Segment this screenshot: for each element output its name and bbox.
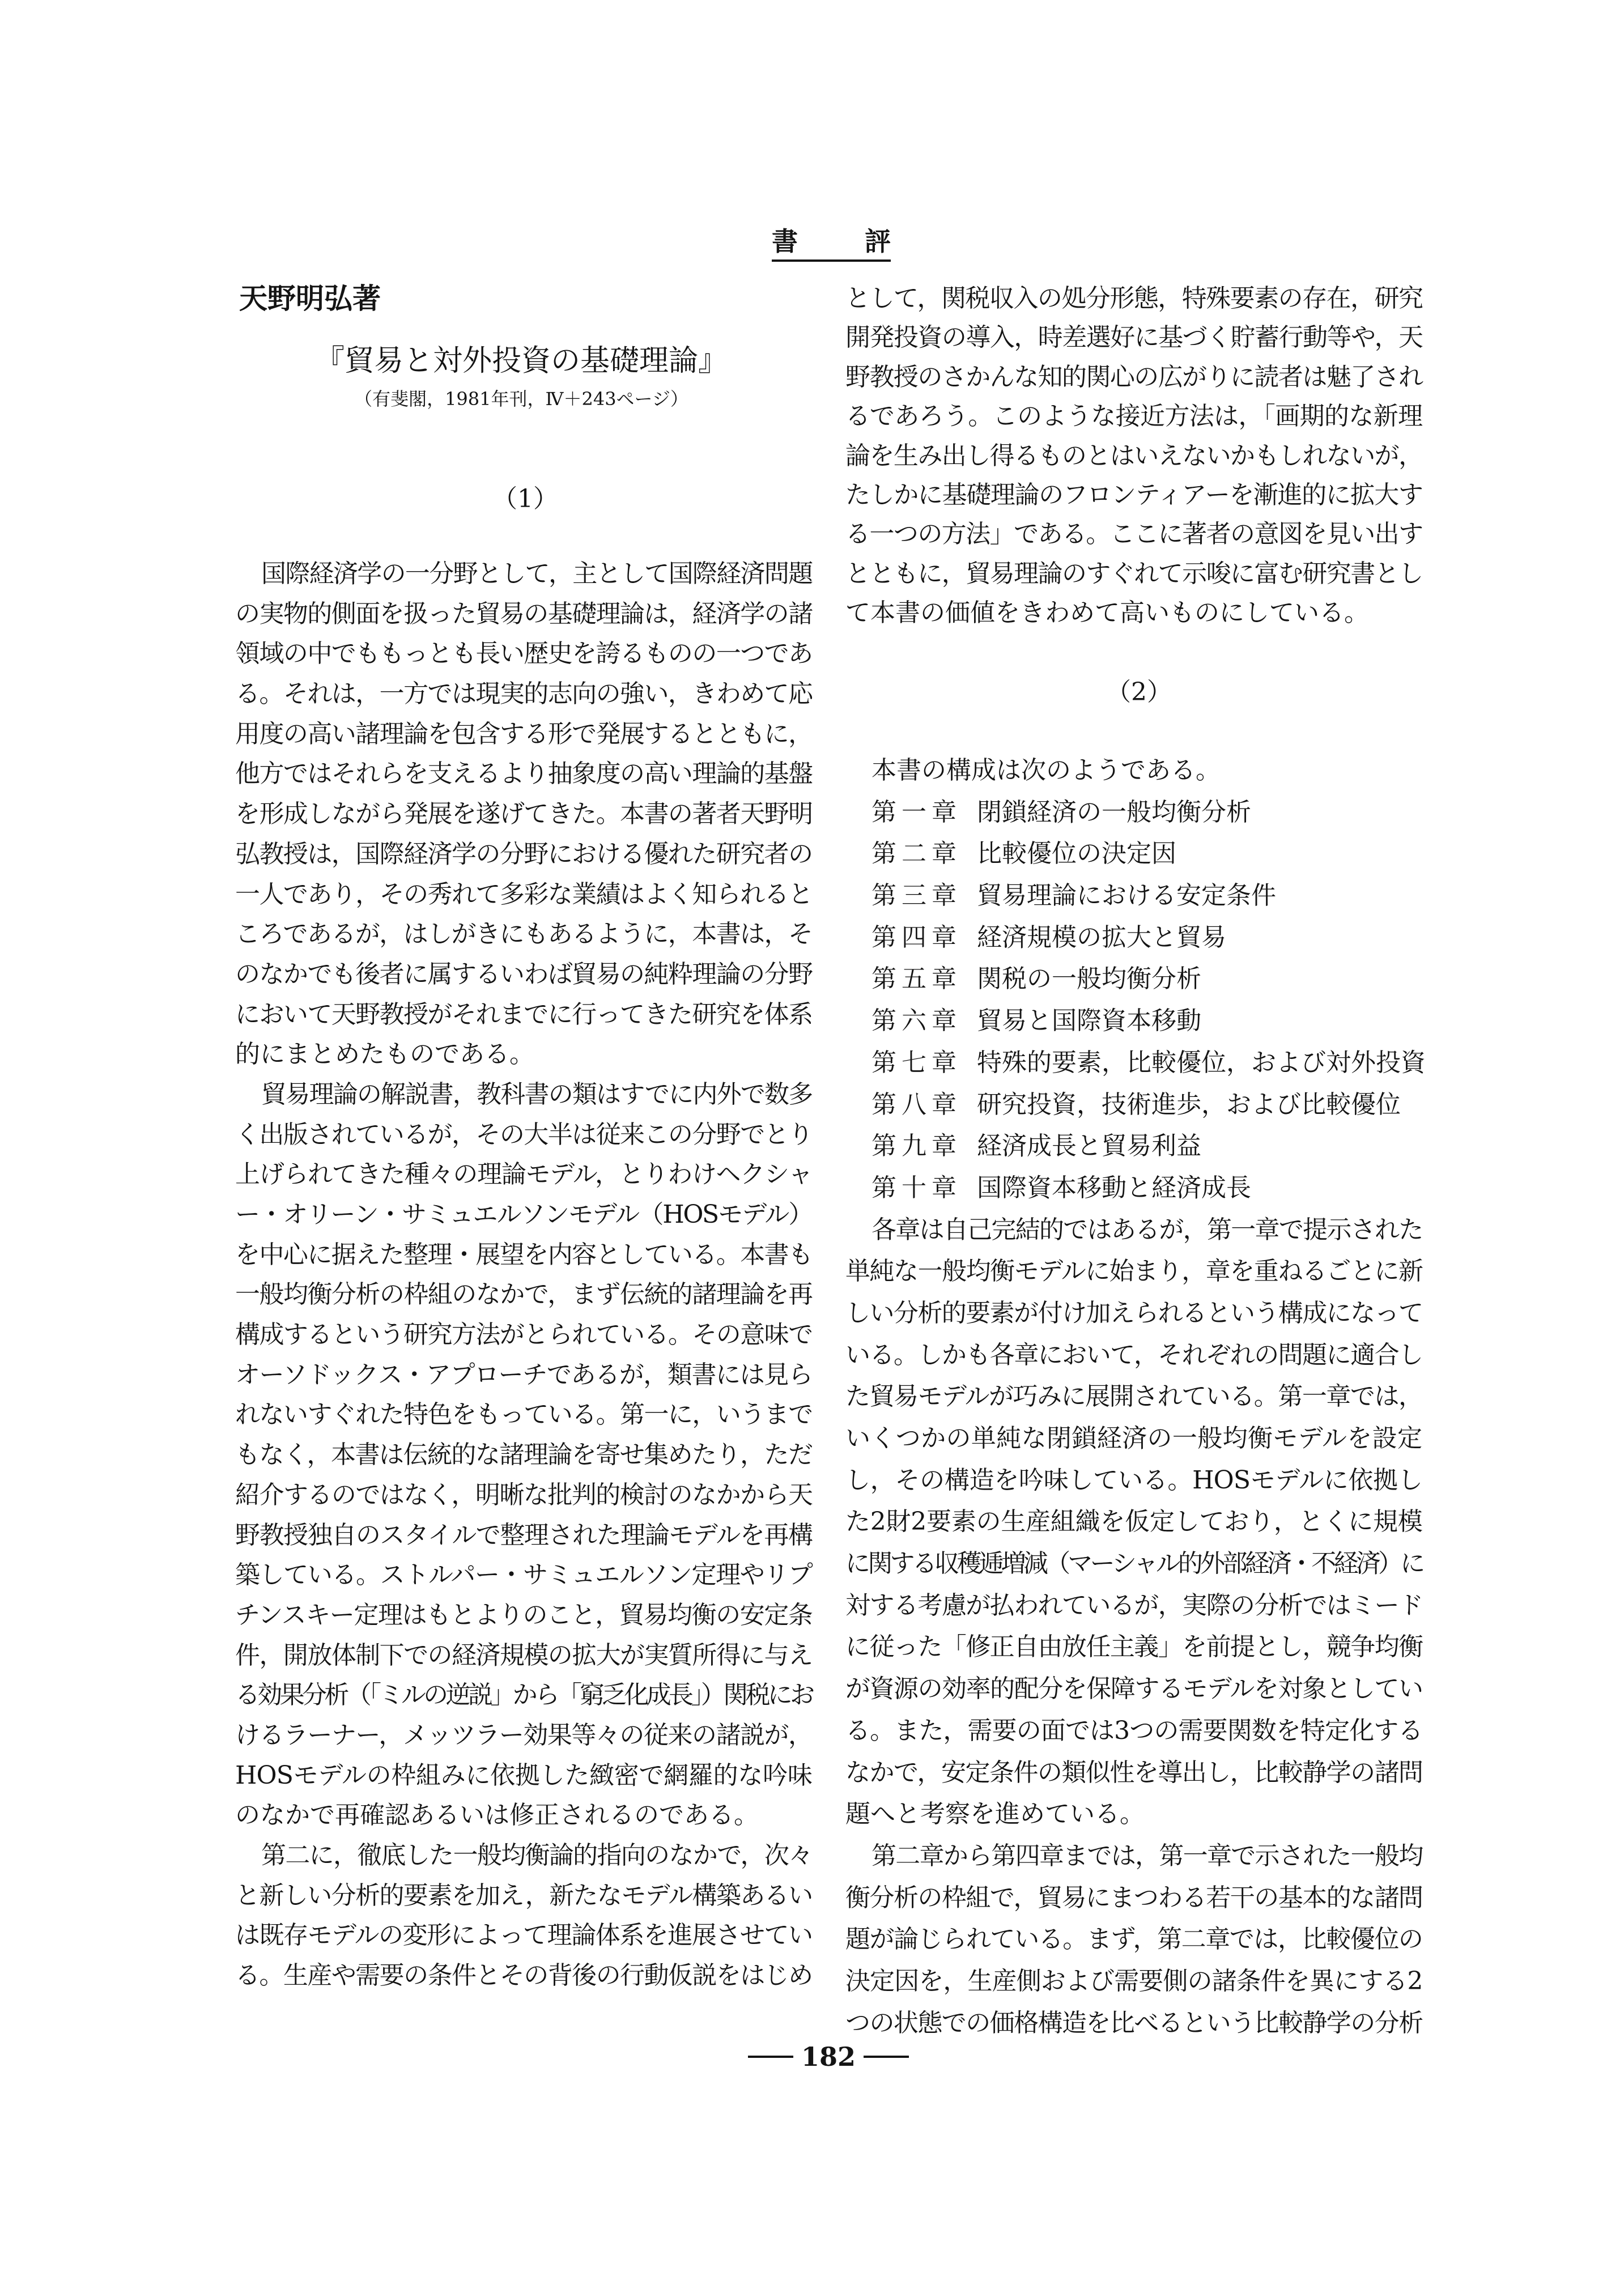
text-line: 開発投資の導入，時差選好に基づく貯蓄行動等や，天	[845, 323, 1422, 352]
text-line: に従った「修正自由放任主義」を前提とし，競争均衡	[845, 1632, 1422, 1662]
chapter-title: 特殊的要素，比較優位，および対外投資	[977, 1048, 1426, 1077]
text-line: オーソドックス・アプローチであるが，類書には見ら	[235, 1360, 812, 1389]
text-line: 第二章から第四章までは，第一章で示された一般均	[871, 1841, 1422, 1870]
section-header-book-review	[772, 226, 891, 262]
text-line: けるラーナー，メッツラー効果等々の従来の諸説が，	[235, 1720, 812, 1750]
chapter-item	[845, 833, 1422, 875]
text-line: ー・オリーン・サミュエルソンモデル（HOSモデル）	[235, 1200, 812, 1229]
text-line: に関する収穫逓増減（マーシャル的外部経済・不経済）に	[845, 1549, 1422, 1579]
chapter-number: 第一章	[871, 797, 956, 827]
text-line: たしかに基礎理論のフロンティアーを漸進的に拡大す	[845, 480, 1422, 509]
text-line: 国際経済学の一分野として，主として国際経済問題	[261, 559, 812, 588]
text-line: 題へと考察を進めている。	[845, 1799, 1145, 1829]
chapter-item	[845, 1000, 1422, 1042]
section-number-1: （1）	[492, 484, 558, 513]
chapter-item	[845, 875, 1422, 917]
text-line: 領域の中でももっとも長い歴史を誇るものの一つであ	[235, 639, 812, 669]
text-line: なかで，安定条件の類似性を導出し，比較静学の諸問	[845, 1758, 1422, 1787]
text-line: の実物的側面を扱った貿易の基礎理論は，経済学の諸	[235, 599, 812, 628]
header-char: 評	[865, 226, 891, 257]
text-line: 衡分析の枠組で，貿易にまつわる若干の基本的な諸問	[845, 1883, 1422, 1912]
book-author: 天野明弘著	[239, 282, 381, 315]
chapter-number: 第三章	[871, 881, 956, 911]
text-line: において天野教授がそれまでに行ってきた研究を体系	[235, 999, 812, 1029]
text-line: 築している。ストルパー・サミュエルソン定理やリプ	[235, 1560, 812, 1590]
page-number: 182	[801, 2041, 856, 2072]
chapter-title: 比較優位の決定因	[977, 839, 1176, 869]
chapter-item	[845, 1084, 1422, 1126]
text-line: 紹介するのではなく，明晰な批判的検討のなかから天	[235, 1480, 812, 1509]
text-line: た貿易モデルが巧みに展開されている。第一章では，	[845, 1382, 1422, 1411]
page-footer	[748, 2040, 909, 2074]
text-line: 野教授独自のスタイルで整理された理論モデルを再構	[235, 1520, 812, 1550]
chapter-item	[845, 958, 1422, 1000]
text-line: ころであるが，はしがきにもあるように，本書は，そ	[235, 920, 812, 949]
chapter-number: 第八章	[871, 1090, 956, 1119]
chapter-title: 国際資本移動と経済成長	[977, 1173, 1251, 1202]
text-line: る一つの方法」である。ここに著者の意図を見い出す	[845, 520, 1422, 549]
text-line: 他方ではそれらを支えるより抽象度の高い理論的基盤	[235, 759, 812, 789]
text-line: とともに，貿易理論のすぐれて示唆に富む研究書とし	[845, 559, 1422, 588]
text-line: を中心に据えた整理・展望を内容としている。本書も	[235, 1240, 812, 1269]
text-line: 第二に，徹底した一般均衡論的指向のなかで，次々	[261, 1841, 812, 1870]
text-line: る。また，需要の面では3つの需要関数を特定化する	[845, 1716, 1422, 1745]
text-line: 野教授のさかんな知的関心の広がりに読者は魅了され	[845, 362, 1422, 392]
text-line: は既存モデルの変形によって理論体系を進展させてい	[235, 1921, 812, 1950]
text-line: 対する考慮が払われているが，実際の分析ではミード	[845, 1590, 1422, 1620]
text-line: た2財2要素の生産組織を仮定しており，とくに規模	[845, 1507, 1422, 1537]
section-number-2: （2）	[1106, 678, 1172, 707]
text-line: しい分析的要素が付け加えられるという構成になって	[845, 1298, 1422, 1328]
chapter-item	[845, 917, 1422, 959]
dash-right	[864, 2056, 909, 2058]
chapter-title: 経済規模の拡大と貿易	[977, 922, 1226, 952]
right-column-body	[845, 750, 1426, 2044]
text-line: るであろう。このような接近方法は，「画期的な新理	[845, 402, 1422, 431]
text-line: と新しい分析的要素を加え，新たなモデル構築あるい	[235, 1881, 812, 1910]
text-line: 単純な一般均衡モデルに始まり，章を重ねるごとに新	[845, 1257, 1422, 1286]
text-line: いる。しかも各章において，それぞれの問題に適合し	[845, 1340, 1422, 1369]
text-line: を形成しながら発展を遂げてきた。本書の著者天野明	[235, 799, 812, 829]
text-line: 論を生み出し得るものとはいえないかもしれないが，	[845, 441, 1422, 470]
chapter-number: 第七章	[871, 1048, 956, 1077]
chapter-item	[845, 1042, 1426, 1084]
chapter-number: 第十章	[871, 1173, 956, 1202]
chapter-number: 第五章	[871, 964, 956, 994]
text-line: 弘教授は，国際経済学の分野における優れた研究者の	[235, 839, 812, 869]
text-line: つの状態での価格構造を比べるという比較静学の分析	[845, 2008, 1422, 2037]
text-line: 的にまとめたものである。	[235, 1040, 534, 1069]
text-line: いくつかの単純な閉鎖経済の一般均衡モデルを設定	[845, 1424, 1422, 1453]
text-line: て本書の価値をきわめて高いものにしている。	[845, 598, 1369, 628]
text-line: のなかでも後者に属するいわば貿易の純粋理論の分野	[235, 959, 812, 989]
chapter-title: 研究投資，技術進歩，および比較優位	[977, 1090, 1401, 1119]
book-title: 『貿易と対外投資の基礎理論』	[314, 344, 728, 378]
text-line: として，関税収入の処分形態，特殊要素の存在，研究	[845, 284, 1422, 313]
text-line: 本書の構成は次のようである。	[871, 756, 1221, 785]
text-line: 題が論じられている。まず，第二章では，比較優位の	[845, 1925, 1422, 1954]
chapter-number: 第四章	[871, 922, 956, 952]
text-line: 構成するという研究方法がとられている。その意味で	[235, 1320, 812, 1350]
right-column-continuation	[845, 279, 1422, 633]
text-line: 一人であり，その秀れて多彩な業績はよく知られると	[235, 879, 812, 909]
left-column-body	[235, 554, 812, 1996]
text-line: 用度の高い諸理論を包含する形で発展するとともに，	[235, 719, 812, 748]
text-line: のなかで再確認あるいは修正されるのである。	[235, 1801, 759, 1830]
header-char: 書	[772, 226, 798, 257]
text-line: 上げられてきた種々の理論モデル，とりわけヘクシャ	[235, 1160, 812, 1189]
chapter-item	[845, 1167, 1422, 1209]
chapter-title: 貿易と国際資本移動	[977, 1006, 1201, 1036]
publication-info: （有斐閣，1981年刊，Ⅳ＋243ページ）	[354, 388, 688, 410]
text-line: 件，開放体制下での経済規模の拡大が実質所得に与え	[235, 1640, 812, 1670]
chapter-title: 関税の一般均衡分析	[977, 964, 1201, 994]
text-line: る。生産や需要の条件とその背後の行動仮説をはじめ	[235, 1961, 812, 1990]
text-line: 決定因を，生産側および需要側の諸条件を異にする2	[845, 1966, 1422, 1996]
chapter-number: 第二章	[871, 839, 956, 869]
text-line: チンスキー定理はもとよりのこと，貿易均衡の安定条	[235, 1600, 812, 1630]
text-line: 貿易理論の解説書，教科書の類はすでに内外で数多	[261, 1079, 812, 1109]
text-line: る。それは，一方では現実的志向の強い，きわめて応	[235, 679, 812, 709]
chapter-number: 第九章	[871, 1131, 956, 1161]
text-line: 各章は自己完結的ではあるが，第一章で提示された	[871, 1215, 1422, 1244]
chapter-item	[845, 792, 1422, 833]
chapter-title: 経済成長と貿易利益	[977, 1131, 1201, 1161]
text-line: HOSモデルの枠組みに依拠した緻密で網羅的な吟味	[235, 1760, 812, 1790]
dash-left	[748, 2056, 793, 2058]
text-line: もなく，本書は伝統的な諸理論を寄せ集めたり，ただ	[235, 1440, 812, 1470]
chapter-title: 閉鎖経済の一般均衡分析	[977, 797, 1251, 827]
text-line: が資源の効率的配分を保障するモデルを対象としてい	[845, 1674, 1422, 1704]
text-line: れないすぐれた特色をもっている。第一に，いうまで	[235, 1400, 812, 1430]
chapter-title: 貿易理論における安定条件	[977, 881, 1276, 911]
text-line: 一般均衡分析の枠組のなかで，まず伝統的諸理論を再	[235, 1280, 812, 1309]
chapter-item	[845, 1125, 1422, 1167]
chapter-number: 第六章	[871, 1006, 956, 1036]
text-line: る効果分析（「ミルの逆説」から「窮乏化成長」）関税にお	[235, 1681, 812, 1710]
text-line: く出版されているが，その大半は従来この分野でとり	[235, 1120, 812, 1149]
text-line: し，その構造を吟味している。HOSモデルに依拠し	[845, 1465, 1422, 1495]
